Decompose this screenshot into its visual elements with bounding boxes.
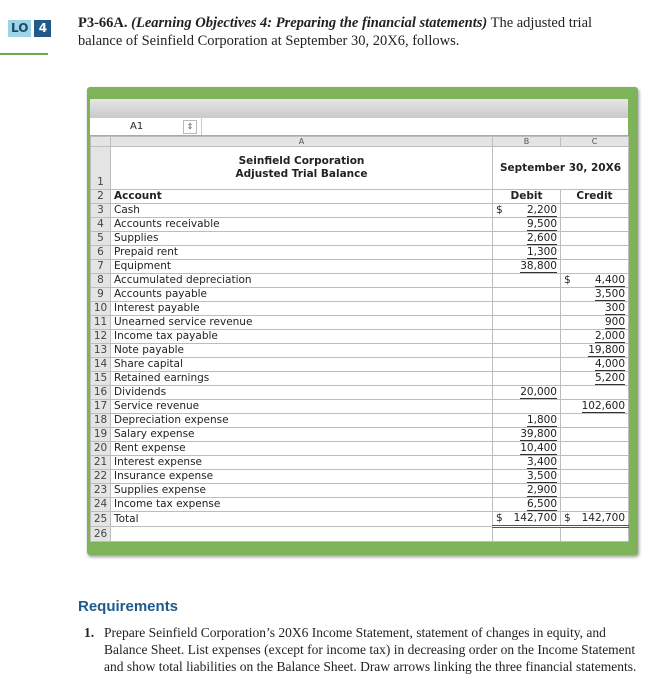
table-row — [91, 400, 629, 414]
row-number: 11 — [91, 316, 111, 330]
debit-cell[interactable] — [493, 218, 561, 232]
table-row — [91, 316, 629, 330]
row-number: 6 — [91, 246, 111, 260]
table-row — [91, 344, 629, 358]
empty-cell[interactable] — [561, 527, 629, 542]
account-cell[interactable]: Share capital — [111, 358, 493, 372]
formula-divider — [201, 118, 202, 135]
debit-cell[interactable] — [493, 498, 561, 512]
credit-cell[interactable] — [561, 204, 629, 218]
corner-cell[interactable] — [91, 137, 111, 147]
account-cell[interactable]: Interest expense — [111, 456, 493, 470]
table-row — [91, 414, 629, 428]
row-number: 17 — [91, 400, 111, 414]
credit-header: Credit — [561, 190, 629, 204]
row-number: 10 — [91, 302, 111, 316]
dollar-sign: $ — [564, 274, 571, 286]
credit-value: 102,600 — [581, 400, 625, 412]
row-number: 4 — [91, 218, 111, 232]
table-row — [91, 246, 629, 260]
total-debit-cell[interactable] — [493, 512, 561, 527]
debit-cell[interactable] — [493, 414, 561, 428]
account-cell[interactable]: Accounts payable — [111, 288, 493, 302]
divider — [0, 53, 48, 55]
credit-value: 4,400 — [594, 274, 625, 286]
row-number: 2 — [91, 190, 111, 204]
row-number: 7 — [91, 260, 111, 274]
row-number: 3 — [91, 204, 111, 218]
debit-cell[interactable] — [493, 274, 561, 288]
account-cell[interactable]: Income tax payable — [111, 330, 493, 344]
row-number: 8 — [91, 274, 111, 288]
row-number: 1 — [91, 147, 111, 190]
account-cell[interactable]: Salary expense — [111, 428, 493, 442]
column-header-c[interactable]: C — [561, 137, 629, 147]
credit-cell[interactable] — [561, 498, 629, 512]
row-number: 12 — [91, 330, 111, 344]
credit-value: 2,000 — [594, 330, 625, 342]
account-cell[interactable]: Accounts receivable — [111, 218, 493, 232]
debit-value: 20,000 — [520, 386, 557, 398]
item-number: 1. — [84, 625, 95, 640]
row-number: 24 — [91, 498, 111, 512]
debit-value: 1,300 — [526, 246, 557, 258]
account-cell[interactable]: Interest payable — [111, 302, 493, 316]
row-number: 5 — [91, 232, 111, 246]
credit-cell[interactable] — [561, 218, 629, 232]
row-number: 21 — [91, 456, 111, 470]
account-cell[interactable]: Supplies expense — [111, 484, 493, 498]
debit-value: 38,800 — [520, 260, 557, 272]
total-credit-cell[interactable] — [561, 512, 629, 527]
account-cell[interactable]: Retained earnings — [111, 372, 493, 386]
debit-cell[interactable] — [493, 372, 561, 386]
account-cell[interactable]: Accumulated depreciation — [111, 274, 493, 288]
table-row — [91, 428, 629, 442]
company-name: Seinfield Corporation — [238, 155, 365, 167]
credit-cell[interactable] — [561, 246, 629, 260]
debit-cell[interactable] — [493, 232, 561, 246]
debit-value: 2,900 — [526, 484, 557, 496]
table-row — [91, 442, 629, 456]
account-cell[interactable]: Prepaid rent — [111, 246, 493, 260]
dollar-sign: $ — [496, 512, 503, 524]
table-row — [91, 302, 629, 316]
name-box[interactable]: A1 — [130, 121, 144, 132]
debit-header: Debit — [493, 190, 561, 204]
credit-cell[interactable] — [561, 302, 629, 316]
account-cell[interactable]: Cash — [111, 204, 493, 218]
table-row — [91, 288, 629, 302]
credit-cell[interactable] — [561, 442, 629, 456]
requirements-list — [84, 624, 644, 675]
table-row — [91, 470, 629, 484]
total-label[interactable]: Total — [111, 512, 493, 527]
statement-name: Adjusted Trial Balance — [235, 168, 368, 180]
row-number: 9 — [91, 288, 111, 302]
trial-balance-table — [90, 136, 629, 542]
column-header-b[interactable]: B — [493, 137, 561, 147]
account-cell[interactable]: Unearned service revenue — [111, 316, 493, 330]
column-header-a[interactable]: A — [111, 137, 493, 147]
debit-value: 1,800 — [526, 414, 557, 426]
table-row — [91, 372, 629, 386]
spreadsheet — [90, 99, 628, 542]
learning-objective-badge — [8, 20, 51, 37]
total-row — [91, 512, 629, 527]
debit-cell[interactable] — [493, 386, 561, 400]
debit-cell[interactable] — [493, 428, 561, 442]
credit-value: 300 — [604, 302, 625, 314]
credit-cell[interactable] — [561, 260, 629, 274]
dollar-sign: $ — [496, 204, 503, 216]
spreadsheet-frame — [87, 87, 638, 555]
table-row — [91, 232, 629, 246]
table-row — [91, 484, 629, 498]
stepper-icon[interactable]: ⇕ — [183, 120, 197, 134]
debit-cell[interactable] — [493, 344, 561, 358]
debit-value: 6,500 — [526, 498, 557, 510]
table-row — [91, 358, 629, 372]
account-cell[interactable]: Dividends — [111, 386, 493, 400]
credit-cell[interactable] — [561, 456, 629, 470]
debit-cell[interactable] — [493, 456, 561, 470]
credit-value: 900 — [604, 316, 625, 328]
credit-cell[interactable] — [561, 414, 629, 428]
credit-cell[interactable] — [561, 274, 629, 288]
debit-cell[interactable] — [493, 246, 561, 260]
credit-cell[interactable] — [561, 372, 629, 386]
row-number: 25 — [91, 512, 111, 527]
dollar-sign: $ — [564, 512, 571, 524]
table-row — [91, 498, 629, 512]
debit-value: 9,500 — [526, 218, 557, 230]
debit-value: 2,200 — [526, 204, 557, 216]
debit-cell[interactable] — [493, 484, 561, 498]
requirements-heading: Requirements — [78, 598, 179, 615]
table-row — [91, 456, 629, 470]
credit-cell[interactable] — [561, 358, 629, 372]
sheet-title — [111, 147, 493, 190]
total-debit-value: 142,700 — [513, 512, 557, 524]
account-cell[interactable]: Service revenue — [111, 400, 493, 414]
credit-value: 4,000 — [594, 358, 625, 370]
lo-number: 4 — [34, 20, 51, 37]
account-header: Account — [111, 190, 493, 204]
account-cell[interactable]: Supplies — [111, 232, 493, 246]
account-cell[interactable]: Rent expense — [111, 442, 493, 456]
row-number: 16 — [91, 386, 111, 400]
debit-cell[interactable] — [493, 358, 561, 372]
credit-value: 19,800 — [588, 344, 625, 356]
formula-bar — [90, 118, 628, 136]
debit-value: 2,600 — [526, 232, 557, 244]
credit-cell[interactable] — [561, 344, 629, 358]
item-text: Prepare Seinfield Corporation’s 20X6 Income Statement, statement of changes in equity, and Balance Sheet. List expenses (except for income tax) in decreasing order on the Income Statement and show total liabilities on the Balance Sheet. Draw arrows linking the three financial statements. — [104, 625, 637, 674]
table-row — [91, 330, 629, 344]
row-number: 14 — [91, 358, 111, 372]
credit-cell[interactable] — [561, 470, 629, 484]
table-row — [91, 274, 629, 288]
debit-cell[interactable] — [493, 302, 561, 316]
row-number: 15 — [91, 372, 111, 386]
credit-cell[interactable] — [561, 400, 629, 414]
problem-text: The adjusted trial balance of Seinfield Corporation at September 30, 20X6, follows. — [78, 15, 593, 49]
problem-intro — [78, 14, 638, 50]
empty-cell[interactable] — [493, 527, 561, 542]
toolbar — [90, 99, 628, 118]
credit-cell[interactable] — [561, 330, 629, 344]
debit-cell[interactable] — [493, 400, 561, 414]
table-row — [91, 260, 629, 274]
problem-objective: (Learning Objectives 4: Preparing the financial statements) — [131, 15, 488, 31]
account-cell[interactable]: Depreciation expense — [111, 414, 493, 428]
account-cell[interactable]: Insurance expense — [111, 470, 493, 484]
problem-id: P3-66A. — [78, 15, 128, 31]
credit-cell[interactable] — [561, 232, 629, 246]
debit-value: 3,500 — [526, 470, 557, 482]
row-number: 22 — [91, 470, 111, 484]
table-row — [91, 386, 629, 400]
debit-cell[interactable] — [493, 260, 561, 274]
credit-cell[interactable] — [561, 288, 629, 302]
credit-value: 5,200 — [594, 372, 625, 384]
row-number: 13 — [91, 344, 111, 358]
row-number: 18 — [91, 414, 111, 428]
lo-label: LO — [8, 20, 31, 37]
debit-value: 39,800 — [520, 428, 557, 440]
credit-cell[interactable] — [561, 484, 629, 498]
debit-cell[interactable] — [493, 470, 561, 484]
table-row — [91, 204, 629, 218]
debit-cell[interactable] — [493, 288, 561, 302]
debit-value: 3,400 — [526, 456, 557, 468]
debit-cell[interactable] — [493, 442, 561, 456]
credit-cell[interactable] — [561, 428, 629, 442]
credit-value: 3,500 — [594, 288, 625, 300]
row-number: 20 — [91, 442, 111, 456]
row-number: 19 — [91, 428, 111, 442]
account-cell[interactable]: Equipment — [111, 260, 493, 274]
table-row — [91, 527, 629, 542]
row-number: 23 — [91, 484, 111, 498]
debit-cell[interactable] — [493, 204, 561, 218]
row-number: 26 — [91, 527, 111, 542]
table-row — [91, 218, 629, 232]
empty-cell[interactable] — [111, 527, 493, 542]
debit-cell[interactable] — [493, 330, 561, 344]
account-cell[interactable]: Income tax expense — [111, 498, 493, 512]
debit-cell[interactable] — [493, 316, 561, 330]
credit-cell[interactable] — [561, 316, 629, 330]
sheet-date: September 30, 20X6 — [493, 147, 629, 190]
account-cell[interactable]: Note payable — [111, 344, 493, 358]
credit-cell[interactable] — [561, 386, 629, 400]
total-credit-value: 142,700 — [581, 512, 625, 524]
debit-value: 10,400 — [520, 442, 557, 454]
